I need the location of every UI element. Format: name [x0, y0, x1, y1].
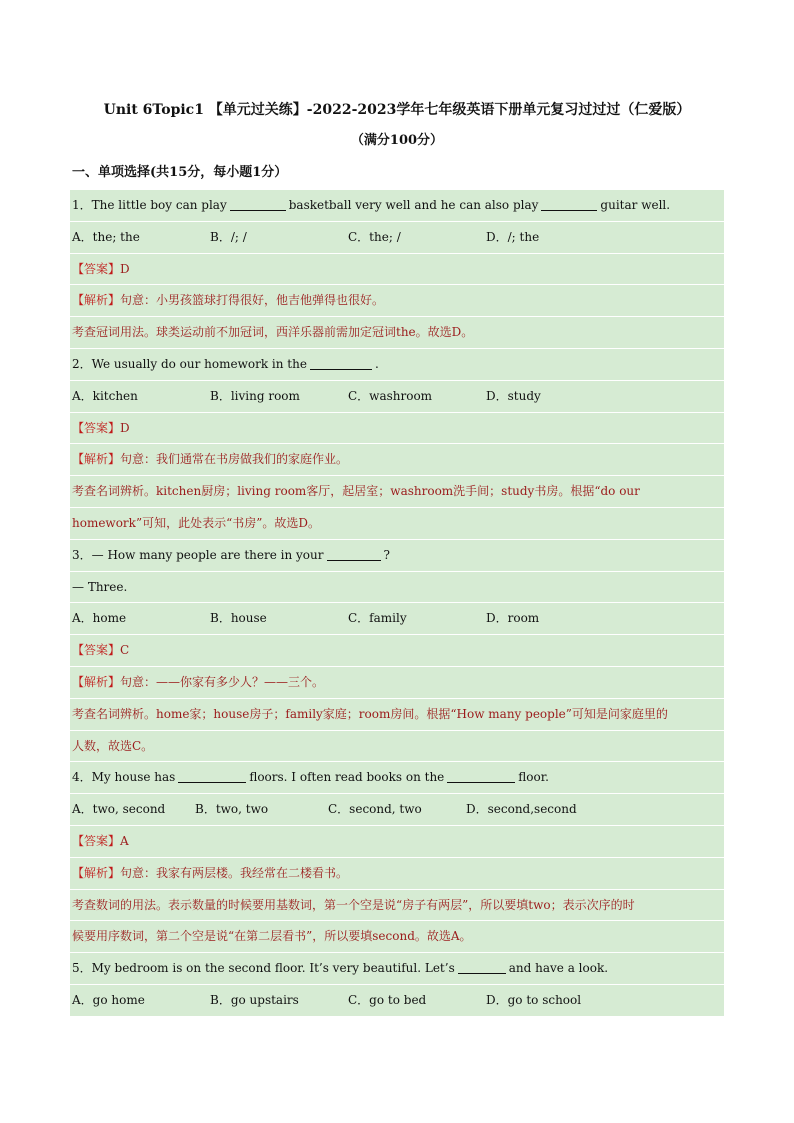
option-a: A．the; the [72, 229, 140, 244]
option-c: C．washroom [348, 388, 433, 403]
option-a: A．two, second [72, 802, 166, 817]
question-1-analysis-detail: 考查冠词用法。球类运动前不加冠词，西洋乐器前需加定冠词the。故选D。 [70, 317, 724, 349]
answer-tag: 【答案】 [72, 420, 121, 435]
option-c: C．the; / [348, 229, 401, 244]
answer-value: A [120, 833, 129, 848]
answer-value: D [120, 261, 130, 276]
answer-blank [178, 770, 246, 783]
option-d: D．study [486, 388, 541, 403]
answer-blank [541, 198, 597, 211]
question-4-analysis: 【解析】句意：我家有两层楼。我经常在二楼看书。 [70, 858, 724, 890]
question-4-stem: 4．My house has floors. I often read books on the floor. [70, 762, 724, 794]
question-3-stem: 3．— How many people are there in your ? [70, 540, 724, 572]
analysis-tag: 【解析】 [72, 674, 121, 689]
question-2-analysis-detail-cont: homework”可知，此处表示“书房”。故选D。 [70, 508, 724, 540]
answer-tag: 【答案】 [72, 261, 121, 276]
question-5-stem: 5．My bedroom is on the second floor. It’s very beautiful. Let’s and have a look. [70, 953, 724, 985]
answer-tag: 【答案】 [72, 643, 121, 658]
option-a: A．kitchen [72, 388, 138, 403]
question-3-reply: — Three. [70, 572, 724, 604]
question-3-analysis: 【解析】句意：——你家有多少人？——三个。 [70, 667, 724, 699]
question-1-analysis: 【解析】句意：小男孩篮球打得很好，他吉他弹得也很好。 [70, 285, 724, 317]
answer-blank [458, 961, 506, 974]
question-2-options [70, 381, 724, 413]
question-4-analysis-detail: 考查数词的用法。表示数量的时候要用基数词，第一个空是说“房子有两层”，所以要填two；表示次序的时 [70, 890, 724, 922]
question-1-stem: 1．The little boy can play basketball very well and he can also play guitar well. [70, 190, 724, 222]
question-2-answer [70, 413, 724, 445]
option-d: D．room [486, 611, 540, 626]
page-title: Unit 6Topic1 【单元过关练】-2022-2023学年七年级英语下册单元复习过过过（仁爱版） [103, 102, 691, 118]
answer-blank [230, 198, 286, 211]
option-a: A．go home [72, 992, 145, 1007]
answer-blank [327, 548, 381, 561]
option-b: B．two, two [195, 802, 269, 817]
option-b: B．living room [210, 388, 300, 403]
option-b: B．/; / [210, 229, 247, 244]
option-c: C．go to bed [348, 992, 427, 1007]
question-4-options [70, 794, 724, 826]
question-3-analysis-detail-cont: 人数，故选C。 [70, 731, 724, 763]
question-1-answer [70, 254, 724, 286]
question-3-analysis-detail: 考查名词辨析。home家；house房子；family家庭；room房间。根据“How many people”可知是问家庭里的 [70, 699, 724, 731]
option-d: D．second,second [466, 802, 577, 817]
answer-tag: 【答案】 [72, 833, 121, 848]
analysis-tag: 【解析】 [72, 865, 121, 880]
page-subtitle: （满分100分） [350, 133, 444, 148]
answer-blank [447, 770, 515, 783]
answer-value: D [120, 420, 130, 435]
section-heading: 一、单项选择(共15分，每小题1分） [72, 165, 288, 180]
question-4-answer [70, 826, 724, 858]
analysis-tag: 【解析】 [72, 452, 121, 467]
question-1-options [70, 222, 724, 254]
option-b: B．go upstairs [210, 992, 299, 1007]
analysis-tag: 【解析】 [72, 293, 121, 308]
question-2-stem: 2．We usually do our homework in the . [70, 349, 724, 381]
option-c: C．second, two [328, 802, 422, 817]
option-d: D．go to school [486, 992, 582, 1007]
question-2-analysis-detail: 考查名词辨析。kitchen厨房；living room客厅，起居室；washroom洗手间；study书房。根据“do our [70, 476, 724, 508]
option-a: A．home [72, 611, 127, 626]
question-5-options [70, 985, 724, 1017]
option-b: B．house [210, 611, 267, 626]
questions-block [70, 190, 724, 1017]
question-3-options [70, 603, 724, 635]
option-c: C．family [348, 611, 407, 626]
question-4-analysis-detail-cont: 候要用序数词，第二个空是说“在第二层看书”，所以要填second。故选A。 [70, 921, 724, 953]
option-d: D．/; the [486, 229, 540, 244]
answer-blank [310, 357, 372, 370]
question-2-analysis: 【解析】句意：我们通常在书房做我们的家庭作业。 [70, 444, 724, 476]
answer-value: C [120, 643, 130, 658]
question-3-answer [70, 635, 724, 667]
